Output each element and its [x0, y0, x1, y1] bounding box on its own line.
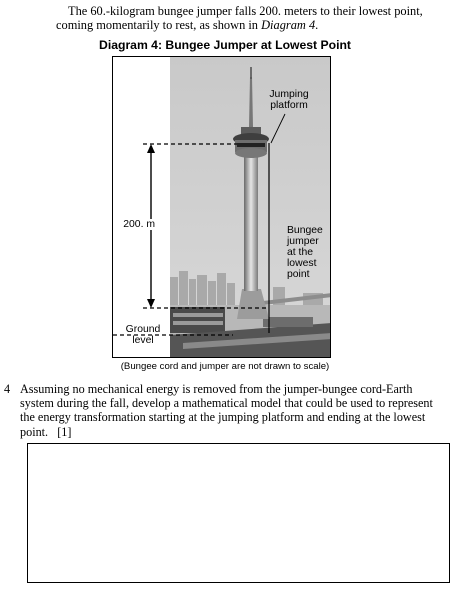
question-text: Assuming no mechanical energy is removed from the jumper-bungee cord-Earth system during the fall, develop a mathematical model that could be used to represent the energy transformation starting at the jumping platform and ending at the lowest point. — [20, 382, 433, 439]
diagram-caption: (Bungee cord and jumper are not drawn to scale) — [120, 361, 330, 372]
label-platform-line-2: platform — [270, 100, 308, 111]
diagram-reference: Diagram 4 — [261, 18, 316, 32]
intro-line-2-end: . — [315, 18, 319, 32]
label-jumping-platform — [268, 89, 310, 111]
answer-box[interactable] — [27, 443, 450, 583]
label-jumper-line-1: Bungee — [287, 225, 323, 236]
label-bungee-jumper — [287, 225, 331, 280]
intro-line-2 — [56, 18, 436, 32]
intro-line-1: The 60.-kilogram bungee jumper falls 200. meters to their lowest point, — [68, 4, 423, 18]
intro-line-2-text: coming momentarily to rest, as shown in — [56, 18, 262, 32]
intro-text — [56, 4, 436, 32]
question-text-block — [20, 382, 444, 439]
label-distance: 200. m — [115, 219, 155, 230]
label-ground-line-2: level — [132, 335, 154, 346]
question-number: 4 — [4, 382, 11, 396]
tower-shaft — [244, 155, 258, 291]
label-jumper-line-4: lowest — [287, 258, 317, 269]
question-marks: [1] — [57, 424, 72, 439]
label-ground-line-1: Ground — [125, 324, 161, 335]
diagram-frame — [112, 56, 331, 358]
label-ground-level — [118, 324, 168, 346]
label-jumper-line-3: at the — [287, 247, 313, 258]
label-jumper-line-2: jumper — [287, 236, 319, 247]
label-jumper-line-5: point — [287, 269, 310, 280]
label-platform-line-1: Jumping — [269, 89, 309, 100]
diagram-title: Diagram 4: Bungee Jumper at Lowest Point — [99, 38, 351, 52]
